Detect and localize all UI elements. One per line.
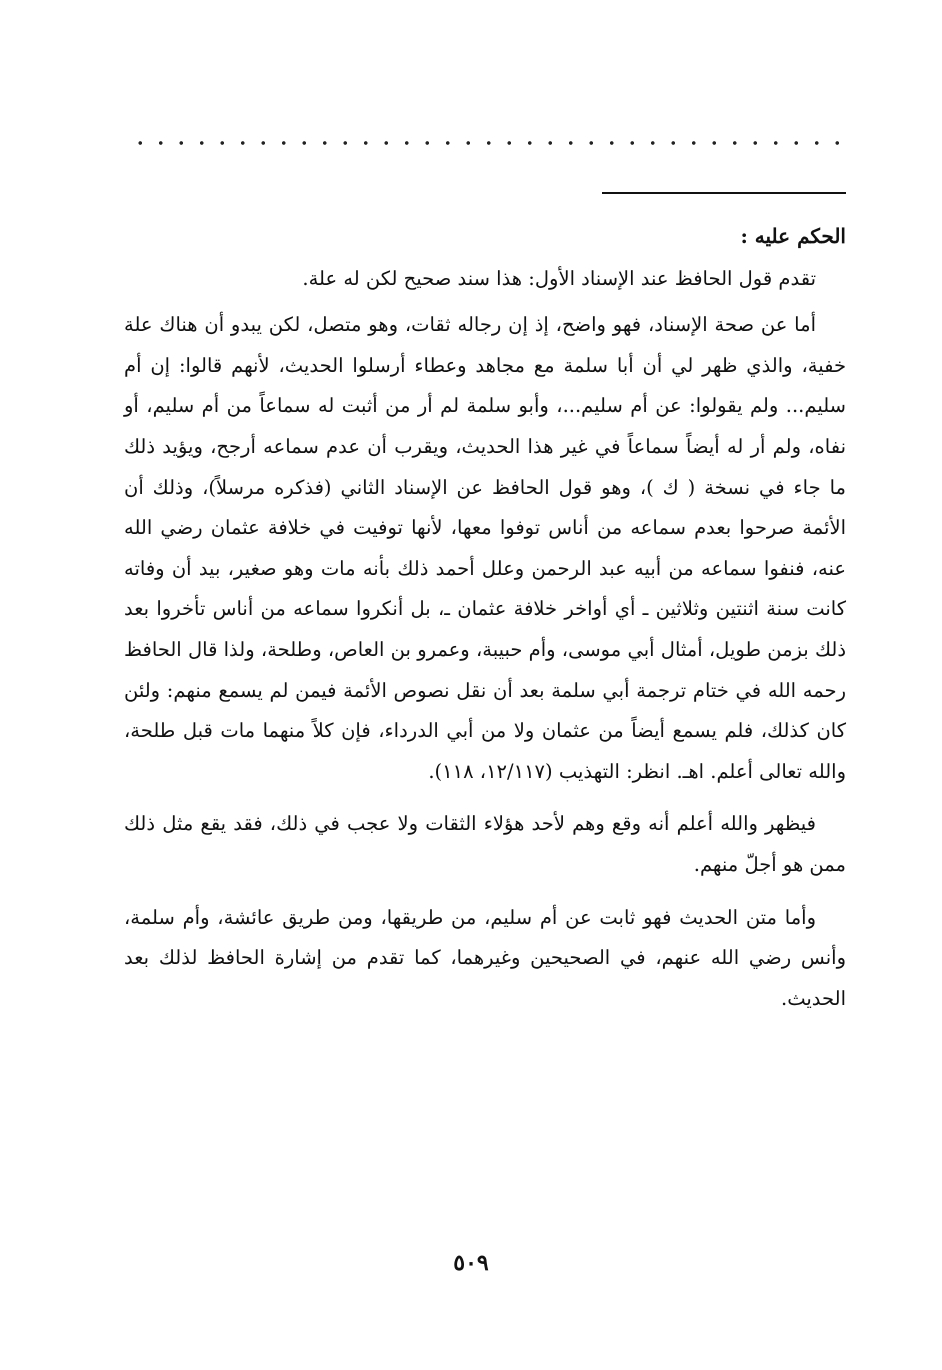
paragraph-conclusion: فيظهر والله أعلم أنه وقع وهم لأحد هؤلاء الثقات ولا عجب في ذلك، فقد يقع مثل ذلك ممن هو أجلّ منهم.: [124, 812, 846, 876]
dotted-separator: [130, 136, 848, 150]
section-heading: الحكم عليه :: [740, 224, 846, 248]
main-text: [124, 216, 846, 1019]
section-rule: [602, 192, 846, 194]
page-number: ٥٠٩: [453, 1250, 489, 1276]
paragraph-isnad: أما عن صحة الإسناد، فهو واضح، إذ إن رجاله ثقات، وهو متصل، لكن يبدو أن هناك علة خفية، والذي ظهر لي أن أبا سلمة مع مجاهد وعطاء أرسلوا الحديث، لأنهم قالوا: إن أم سليم... ولم يقولوا: عن أم سليم...، وأبو سلمة لم أر من أثبت له سماعاً من أم سليم، أو نفاه، ولم أر له أيضاً سماعاً في غير هذا الحديث، ويقرب أن عدم سماعه أرجح، ويؤيد ذلك ما جاء في نسخة ( ك )، وهو قول الحافظ عن الإسناد الثاني (فذكره مرسلاً)، وذلك أن الأئمة صرحوا بعدم سماعه من أناس توفوا معها، لأنها توفيت في خلافة عثمان رضي الله عنه، فنفوا سماعه من أبيه عبد الرحمن وعلل أحمد ذلك بأنه مات وهو صغير، بيد أن وفاته كانت سنة اثنتين وثلاثين ـ أي أواخر خلافة عثمان ـ، بل أنكروا سماعه من أناس تأخروا بعد ذلك بزمن طويل، أمثال أبي موسى، وأم حبيبة، وعمرو بن العاص، وطلحة، ولذا قال الحافظ رحمه الله في ختام ترجمة أبي سلمة بعد أن نقل نصوص الأئمة فيمن لم يسمع منهم: ولئن كان كذلك، فلم يسمع أيضاً من عثمان ولا من أبي الدرداء، فإن كلاً منهما مات قبل طلحة، والله تعالى أعلم. اهـ. انظر: التهذيب (١٢/١١٧، ١١٨).: [124, 313, 846, 783]
paragraph-matn: وأما متن الحديث فهو ثابت عن أم سليم، من طريقها، ومن طريق عائشة، وأم سلمة، وأنس رضي الله عنهم، في الصحيحين وغيرهما، كما تقدم من إشارة الحافظ لذلك بعد الحديث.: [124, 905, 846, 1010]
paragraph-intro: تقدم قول الحافظ عند الإسناد الأول: هذا سند صحيح لكن له علة.: [302, 266, 816, 290]
